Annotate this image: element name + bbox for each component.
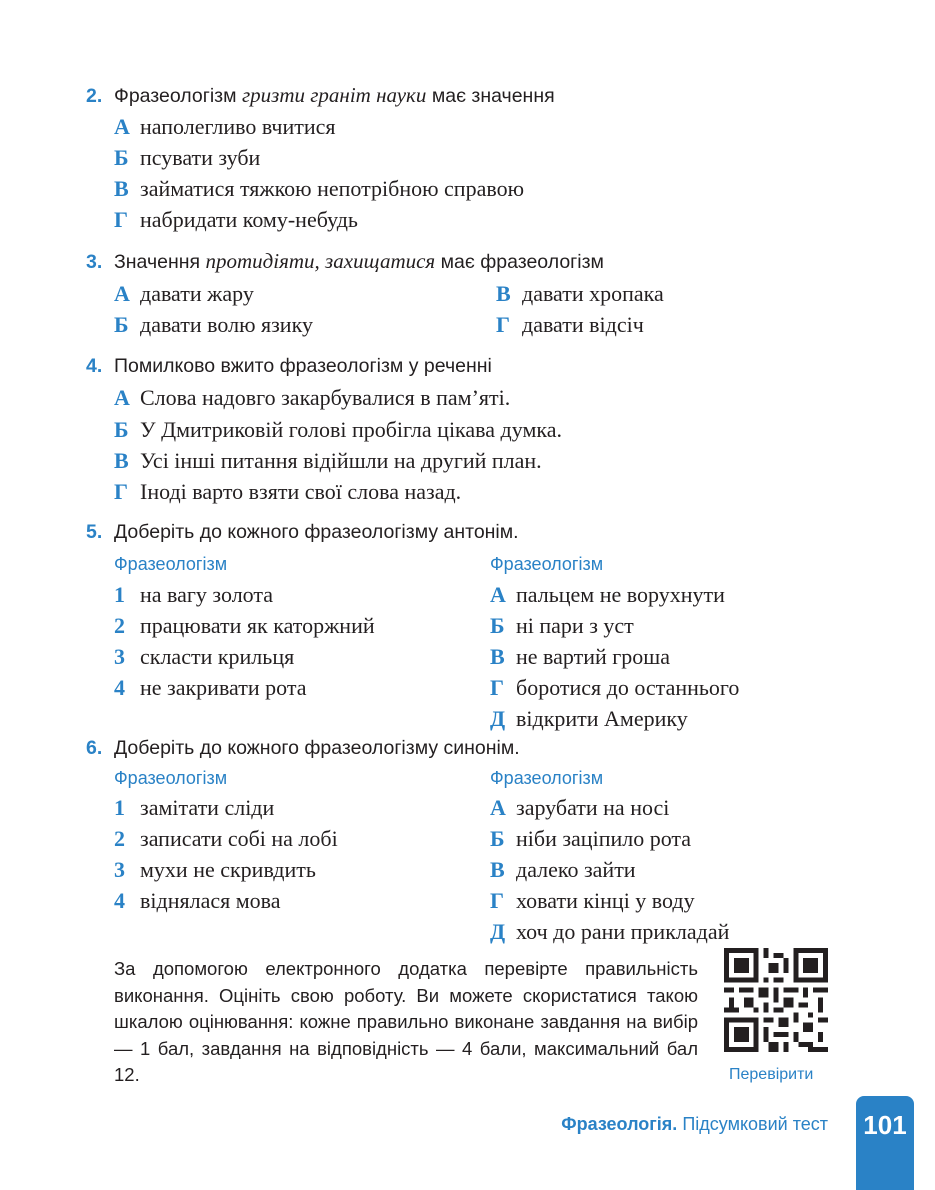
match-left-item[interactable] (114, 825, 338, 853)
question-number: 6. (86, 737, 103, 759)
match-right-item[interactable] (490, 856, 636, 884)
option-letter: В (114, 448, 129, 473)
match-left-item[interactable] (114, 794, 274, 822)
option-number: 4 (114, 888, 125, 913)
match-left-item[interactable] (114, 612, 375, 640)
option-g[interactable] (114, 478, 461, 506)
option-text: ховати кінці у воду (516, 888, 695, 913)
question-number: 4. (86, 355, 103, 377)
match-right-item[interactable] (490, 918, 729, 946)
match-left-item[interactable] (114, 643, 294, 671)
question-4 (86, 354, 492, 378)
column-header-right: Фразеологізм (490, 554, 604, 574)
match-left-item[interactable] (114, 674, 307, 702)
question-2 (86, 83, 555, 108)
option-text: замітати сліди (140, 795, 275, 820)
option-b[interactable] (114, 144, 260, 172)
option-number: 2 (114, 613, 125, 638)
option-text: віднялася мова (140, 888, 281, 913)
option-a[interactable] (114, 280, 254, 308)
option-number: 3 (114, 644, 125, 669)
option-text: псувати зуби (140, 145, 261, 170)
question-text-pre: Значення (114, 251, 201, 273)
option-text: боротися до останнього (516, 675, 740, 700)
option-text: наполегливо вчитися (140, 114, 336, 139)
option-b[interactable] (114, 311, 313, 339)
match-right-item[interactable] (490, 674, 739, 702)
option-v[interactable] (114, 175, 524, 203)
option-letter: Г (490, 888, 504, 913)
option-letter: А (114, 385, 130, 410)
option-letter: В (490, 644, 505, 669)
option-a[interactable] (114, 113, 336, 141)
option-letter: Г (114, 207, 128, 232)
option-letter: А (490, 795, 506, 820)
column-header-right: Фразеологізм (490, 768, 604, 788)
option-text: ні пари з уст (516, 613, 634, 638)
option-letter: Г (114, 479, 128, 504)
option-text: У Дмитриковій голові пробігла цікава думка. (140, 417, 562, 442)
option-text: давати хропака (522, 281, 664, 306)
option-number: 1 (114, 795, 125, 820)
option-a[interactable] (114, 384, 510, 412)
option-text: давати волю язику (140, 312, 313, 337)
option-g[interactable] (114, 206, 358, 234)
option-v[interactable] (496, 280, 664, 308)
option-letter: Б (114, 312, 129, 337)
option-text: хоч до рани прикладай (516, 919, 730, 944)
match-left-item[interactable] (114, 856, 316, 884)
question-text-pre: Фразеологізм (114, 85, 237, 107)
option-letter: Д (490, 706, 506, 731)
option-number: 4 (114, 675, 125, 700)
option-number: 3 (114, 857, 125, 882)
option-text: Усі інші питання відійшли на другий план. (140, 448, 542, 473)
option-text: працювати як каторжний (140, 613, 375, 638)
option-b[interactable] (114, 416, 562, 444)
option-text: давати відсіч (522, 312, 644, 337)
question-3 (86, 249, 604, 274)
option-letter: В (114, 176, 129, 201)
option-text: ніби заціпило рота (516, 826, 692, 851)
instructions-text: За допомогою електронного додатка перевірте правильність виконання. Оцініть свою роботу. Ви можете скористатися такою шкалою оцінювання: кожне правильно виконане завдання на вибір — 1 бал, завдання на відповідність — 4 бали, максимальний бал 12. (114, 958, 698, 1085)
option-letter: Г (496, 312, 510, 337)
check-link[interactable]: Перевірити (729, 1066, 814, 1083)
question-text: Доберіть до кожного фразеологізму антонім. (114, 521, 519, 543)
phrase-italic: протидіяти, захищатися (205, 249, 436, 273)
option-letter: Б (490, 613, 505, 638)
match-right-item[interactable] (490, 794, 669, 822)
option-text: зарубати на носі (516, 795, 670, 820)
column-header-left: Фразеологізм (114, 768, 228, 788)
question-text: Доберіть до кожного фразеологізму синонім. (114, 737, 520, 759)
option-letter: А (490, 582, 506, 607)
option-text: мухи не скривдить (140, 857, 316, 882)
qr-code-icon[interactable] (724, 948, 828, 1052)
question-text: Помилково вжито фразеологізм у реченні (114, 355, 492, 377)
option-letter: Б (114, 417, 129, 442)
option-text: Слова надовго закарбувалися в пам’яті. (140, 385, 511, 410)
option-letter: А (114, 114, 130, 139)
question-text-post: має значення (431, 85, 555, 107)
question-6 (86, 736, 520, 760)
column-header-left: Фразеологізм (114, 554, 228, 574)
option-letter: Г (490, 675, 504, 700)
option-text: на вагу золота (140, 582, 274, 607)
option-text: відкрити Америку (516, 706, 688, 731)
match-right-item[interactable] (490, 581, 725, 609)
page-number: 101 (863, 1110, 907, 1140)
question-number: 5. (86, 521, 103, 543)
footer-subtitle: Підсумковий тест (682, 1114, 828, 1134)
option-text: займатися тяжкою непотрібною справою (140, 176, 525, 201)
option-text: записати собі на лобі (140, 826, 338, 851)
option-letter: В (496, 281, 511, 306)
option-letter: Д (490, 919, 506, 944)
match-right-item[interactable] (490, 705, 688, 733)
option-text: набридати кому-небудь (140, 207, 358, 232)
option-text: не закривати рота (140, 675, 307, 700)
option-g[interactable] (496, 311, 644, 339)
option-text: давати жару (140, 281, 254, 306)
option-v[interactable] (114, 447, 542, 475)
match-left-item[interactable] (114, 581, 273, 609)
footer-section: Фразеологія. (561, 1114, 678, 1134)
option-letter: Б (114, 145, 129, 170)
option-text: не вартий гроша (516, 644, 670, 669)
option-letter: В (490, 857, 505, 882)
match-right-item[interactable] (490, 887, 695, 915)
option-letter: А (114, 281, 130, 306)
option-text: пальцем не ворухнути (516, 582, 725, 607)
option-number: 1 (114, 582, 125, 607)
question-5 (86, 520, 519, 544)
question-number: 3. (86, 251, 103, 273)
match-right-item[interactable] (490, 612, 634, 640)
match-right-item[interactable] (490, 643, 670, 671)
match-left-item[interactable] (114, 887, 281, 915)
option-text: скласти крильця (140, 644, 295, 669)
footer-running-title (561, 1114, 828, 1135)
option-text: Іноді варто взяти свої слова назад. (140, 479, 462, 504)
option-number: 2 (114, 826, 125, 851)
option-letter: Б (490, 826, 505, 851)
match-right-item[interactable] (490, 825, 691, 853)
option-text: далеко зайти (516, 857, 636, 882)
question-text-post: має фразеологізм (440, 251, 604, 273)
phrase-italic: гризти граніт науки (241, 83, 427, 107)
question-number: 2. (86, 85, 103, 107)
